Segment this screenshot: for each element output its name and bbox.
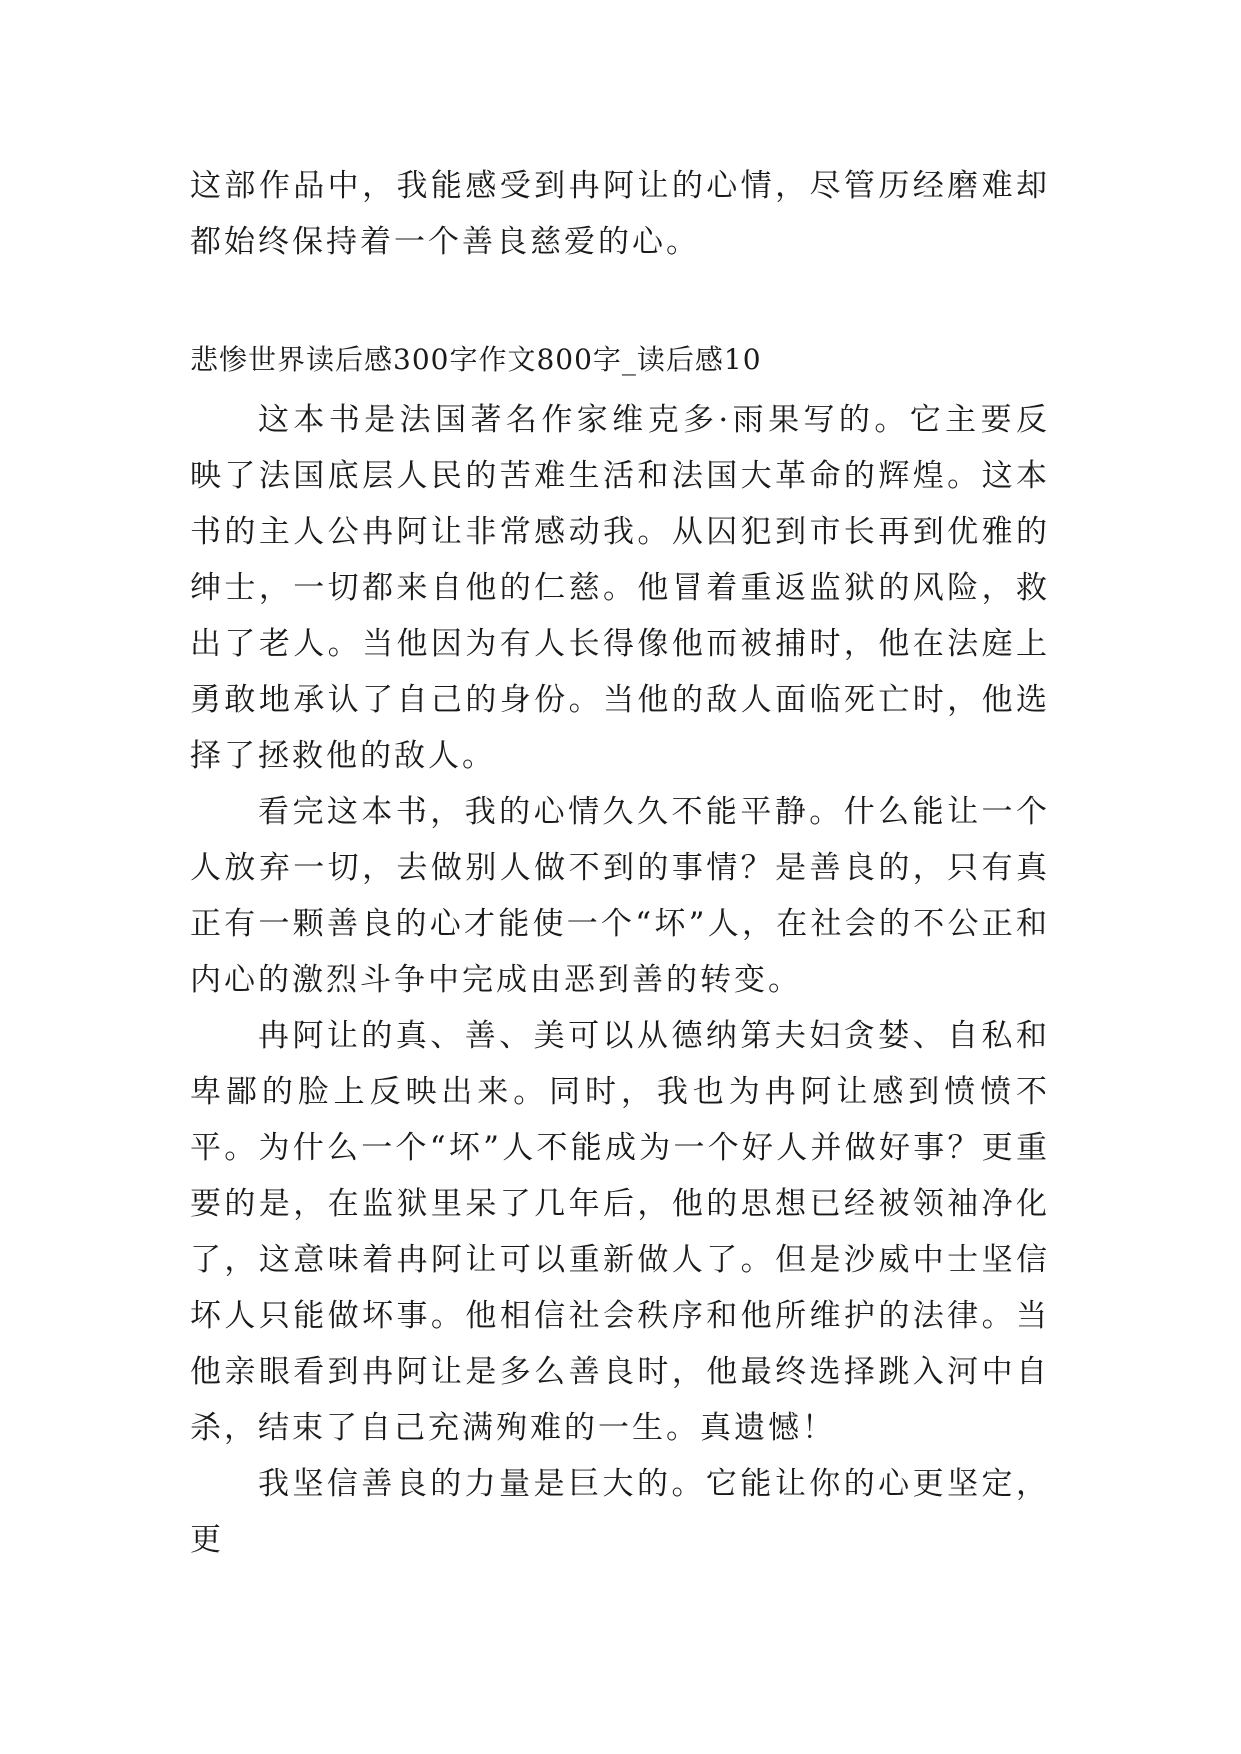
paragraph-2: 看完这本书，我的心情久久不能平静。什么能让一个人放弃一切，去做别人做不到的事情？是善良的，只有真正有一颗善良的心才能使一个“坏”人，在社会的不公正和内心的激烈斗争中完成由恶到善的转变。 — [190, 794, 1050, 998]
article-body — [190, 392, 1050, 1568]
paragraph-1: 这本书是法国著名作家维克多·雨果写的。它主要反映了法国底层人民的苦难生活和法国大革命的辉煌。这本书的主人公冉阿让非常感动我。从囚犯到市长再到优雅的绅士，一切都来自他的仁慈。他冒着重返监狱的风险，救出了老人。当他因为有人长得像他而被捕时，他在法庭上勇敢地承认了自己的身份。当他的敌人面临死亡时，他选择了拯救他的敌人。 — [190, 402, 1050, 774]
intro-paragraph: 这部作品中，我能感受到冉阿让的心情，尽管历经磨难却都始终保持着一个善良慈爱的心。 — [190, 168, 1050, 260]
section-title: 悲惨世界读后感300字作文800字_读后感10 — [190, 343, 762, 376]
paragraph-4: 我坚信善良的力量是巨大的。它能让你的心更坚定，更 — [190, 1466, 1050, 1558]
paragraph-3: 冉阿让的真、善、美可以从德纳第夫妇贪婪、自私和卑鄙的脸上反映出来。同时，我也为冉阿让感到愤愤不平。为什么一个“坏”人不能成为一个好人并做好事？更重要的是，在监狱里呆了几年后，他的思想已经被领袖净化了，这意味着冉阿让可以重新做人了。但是沙威中士坚信坏人只能做坏事。他相信社会秩序和他所维护的法律。当他亲眼看到冉阿让是多么善良时，他最终选择跳入河中自杀，结束了自己充满殉难的一生。真遗憾！ — [190, 1018, 1050, 1446]
